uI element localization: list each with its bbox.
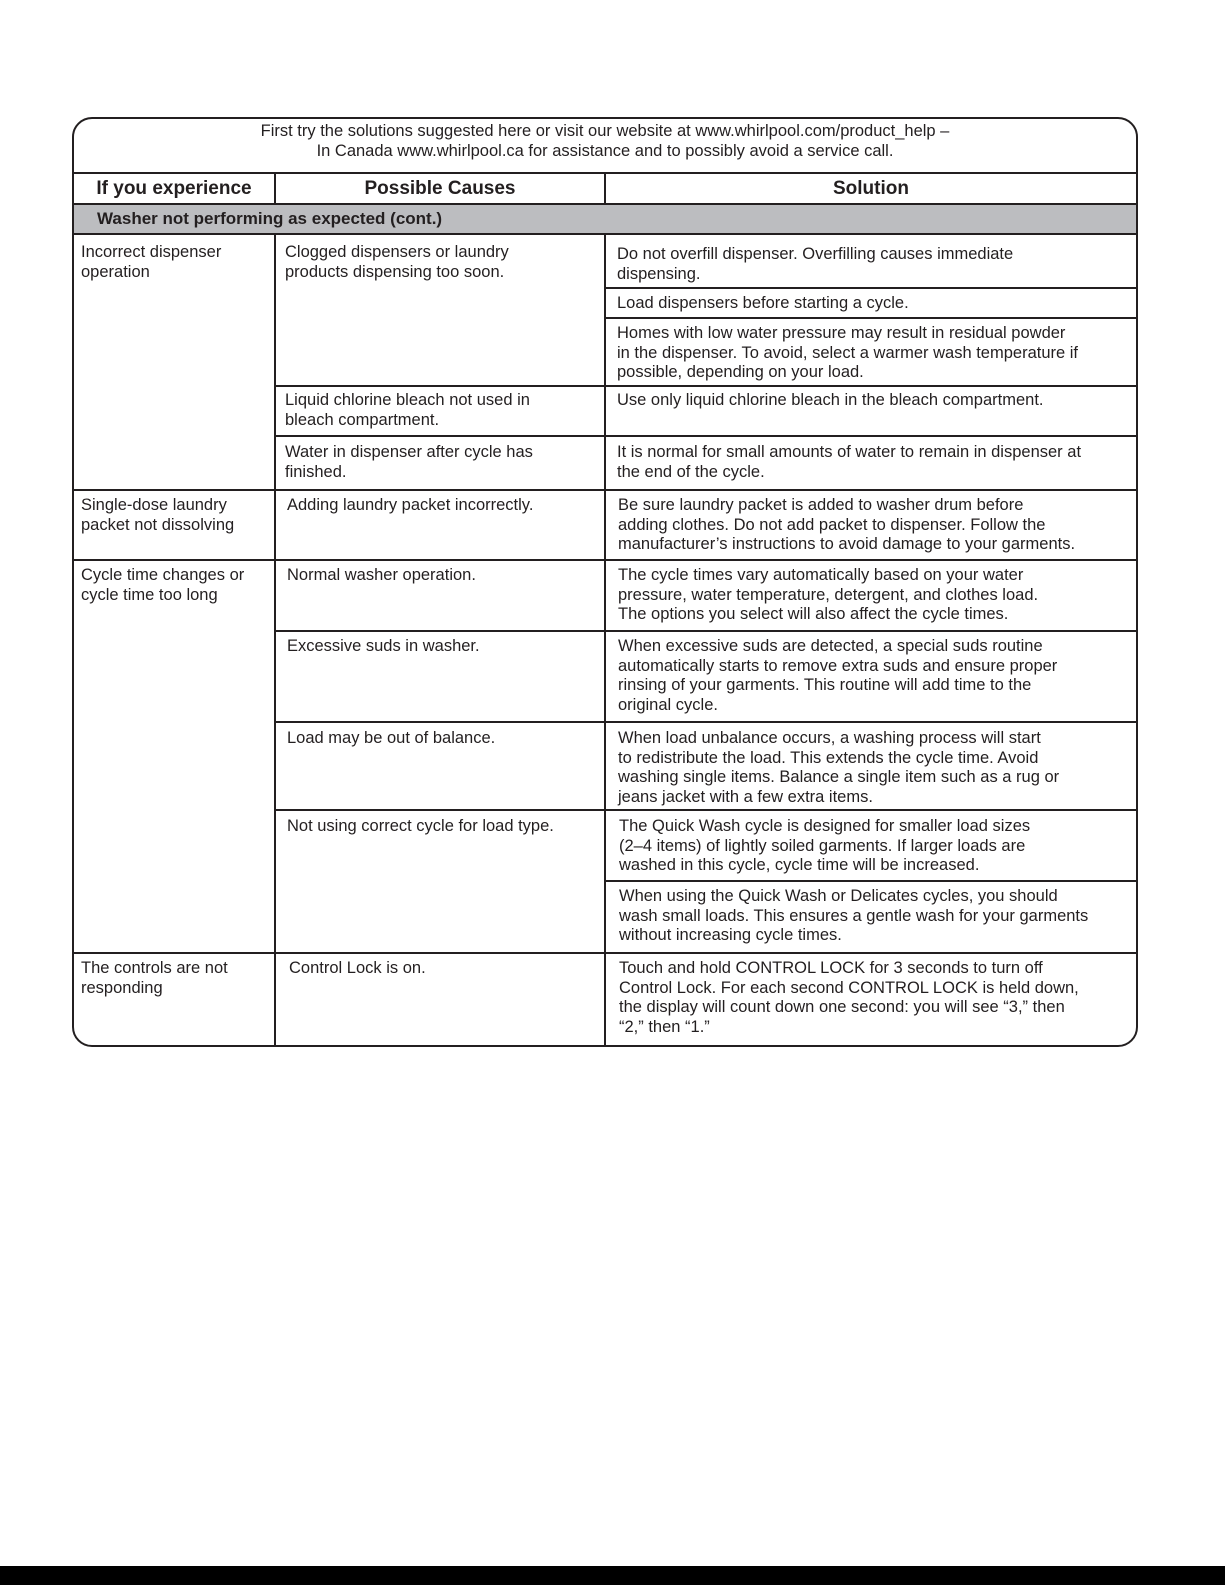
cause-excessive-suds: Excessive suds in washer. xyxy=(287,637,480,655)
cause-incorrect-cycle: Not using correct cycle for load type. xyxy=(287,817,554,835)
problem-cycle-time: Cycle time changes or cycle time too long xyxy=(81,566,245,604)
cause-bleach-compartment: Liquid chlorine bleach not used in bleach compartment. xyxy=(285,391,530,429)
solution-load-dispensers: Load dispensers before starting a cycle. xyxy=(617,294,909,312)
solution-suds-routine: When excessive suds are detected, a special suds routine automatically starts to remove extra suds and ensure proper rinsing of your garments. This routine will add time to the original cycle. xyxy=(618,637,1058,714)
cause-water-in-dispenser: Water in dispenser after cycle has finished. xyxy=(285,443,533,481)
column-divider-1 xyxy=(274,172,276,205)
solution-unbalance: When load unbalance occurs, a washing process will start to redistribute the load. This extends the cycle time. Avoid washing single items. Balance a single item such as a rug or jeans jacket with a few extra items. xyxy=(618,729,1060,806)
solution-quick-wash: The Quick Wash cycle is designed for smaller load sizes (2–4 items) of lightly soiled garments. If larger loads are washed in this cycle, cycle time will be increased. xyxy=(619,817,1031,875)
column-divider-2-body xyxy=(604,233,606,1045)
solution-separator xyxy=(606,287,1136,289)
solution-delicates: When using the Quick Wash or Delicates cycles, you should wash small loads. This ensures a gentle wash for your garments without increasing cycle times. xyxy=(619,887,1089,945)
row-separator xyxy=(74,489,1136,491)
cause-separator xyxy=(276,435,1136,437)
cause-separator xyxy=(276,721,1136,723)
page-bottom-rule xyxy=(0,1566,1225,1585)
cause-clogged-dispensers: Clogged dispensers or laundry products dispensing too soon. xyxy=(285,243,509,281)
solution-packet: Be sure laundry packet is added to washer drum before adding clothes. Do not add packet to dispenser. Follow the manufacturer’s instructions to avoid damage to your garments. xyxy=(618,496,1076,554)
solution-separator xyxy=(606,880,1136,882)
problem-dispenser: Incorrect dispenser operation xyxy=(81,243,222,281)
solution-water-normal: It is normal for small amounts of water to remain in dispenser at the end of the cycle. xyxy=(617,443,1082,481)
solution-bleach: Use only liquid chlorine bleach in the bleach compartment. xyxy=(617,391,1044,409)
cause-out-of-balance: Load may be out of balance. xyxy=(287,729,496,747)
cause-separator xyxy=(276,385,1136,387)
solution-low-water-pressure: Homes with low water pressure may result in residual powder in the dispenser. To avoid, select a warmer wash temperature if possible, depending on your load. xyxy=(617,324,1079,382)
solution-separator xyxy=(606,317,1136,319)
header-if-you-experience: If you experience xyxy=(96,178,252,199)
header-possible-causes: Possible Causes xyxy=(364,178,516,199)
cause-packet-incorrect: Adding laundry packet incorrectly. xyxy=(287,496,534,514)
intro-line-1: First try the solutions suggested here or visit our website at www.whirlpool.com/product_help – xyxy=(260,122,950,140)
solution-cycle-vary: The cycle times vary automatically based on your water pressure, water temperature, detergent, and clothes load. The options you select will also affect the cycle times. xyxy=(618,566,1039,624)
column-divider-2 xyxy=(604,172,606,205)
intro-line-2: In Canada www.whirlpool.ca for assistance and to possibly avoid a service call. xyxy=(316,142,894,160)
row-separator xyxy=(74,559,1136,561)
cause-separator xyxy=(276,630,1136,632)
cause-separator xyxy=(276,809,1136,811)
solution-control-lock: Touch and hold CONTROL LOCK for 3 seconds to turn off Control Lock. For each second CONTROL LOCK is held down, the display will count down one second: you will see “3,” then “2,” then “1.” xyxy=(619,959,1079,1036)
cause-control-lock: Control Lock is on. xyxy=(289,959,426,977)
problem-packet: Single-dose laundry packet not dissolving xyxy=(81,496,235,534)
section-title: Washer not performing as expected (cont.) xyxy=(97,209,443,228)
intro-text xyxy=(74,121,1136,161)
column-divider-1-body xyxy=(274,233,276,1045)
problem-controls: The controls are not responding xyxy=(81,959,228,997)
cause-normal-operation: Normal washer operation. xyxy=(287,566,476,584)
header-solution: Solution xyxy=(833,178,909,199)
row-separator xyxy=(74,952,1136,954)
solution-overfill: Do not overfill dispenser. Overfilling causes immediate dispensing. xyxy=(617,245,1014,283)
